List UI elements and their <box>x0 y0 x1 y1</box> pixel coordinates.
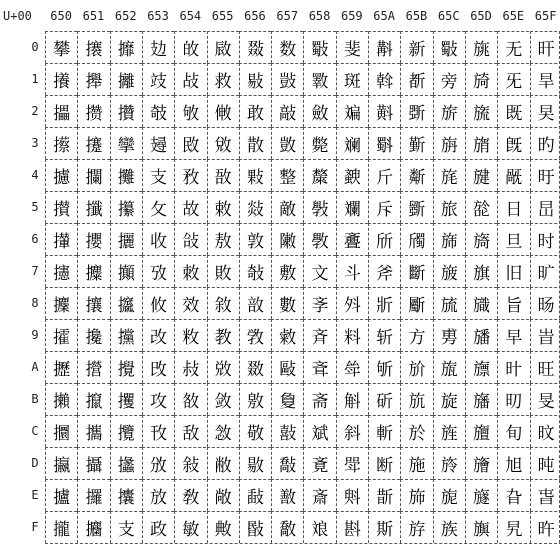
glyph-cell[interactable]: 攢 <box>110 95 142 127</box>
glyph-cell[interactable]: 敷 <box>271 255 303 287</box>
glyph-cell[interactable]: 敎 <box>174 479 206 511</box>
glyph-cell[interactable]: 旉 <box>433 319 465 351</box>
glyph-cell[interactable]: 早 <box>497 319 529 351</box>
glyph-cell[interactable]: 收 <box>142 223 174 255</box>
glyph-cell[interactable]: 旄 <box>433 159 465 191</box>
glyph-cell[interactable]: 旚 <box>465 351 497 383</box>
glyph-cell[interactable]: 文 <box>303 255 335 287</box>
column-header: 65F <box>534 9 557 23</box>
glyph-cell[interactable]: 时 <box>530 223 560 255</box>
column-header: 65D <box>470 9 492 23</box>
glyph-cell[interactable]: 敄 <box>174 159 206 191</box>
glyph-cell[interactable]: 旑 <box>465 63 497 95</box>
glyph-cell[interactable]: 旭 <box>497 447 529 479</box>
glyph-cell[interactable]: 攩 <box>110 319 142 351</box>
glyph-cell[interactable]: 旾 <box>530 479 560 511</box>
glyph-cell[interactable]: 敼 <box>271 415 303 447</box>
glyph-cell[interactable]: 攣 <box>110 127 142 159</box>
glyph-cell[interactable]: 攇 <box>45 255 77 287</box>
glyph-cell[interactable]: 旤 <box>497 159 529 191</box>
glyph-cell[interactable]: 斩 <box>368 319 400 351</box>
glyph-cell[interactable]: 敶 <box>271 223 303 255</box>
glyph-cell[interactable]: 攔 <box>77 159 109 191</box>
glyph-cell[interactable]: 斫 <box>368 383 400 415</box>
glyph-cell[interactable]: 旰 <box>530 31 560 63</box>
glyph-cell[interactable]: 敬 <box>239 415 271 447</box>
glyph-cell[interactable]: 敲 <box>271 95 303 127</box>
column-header: 659 <box>340 9 363 23</box>
glyph-cell[interactable]: 攼 <box>142 415 174 447</box>
glyph-cell[interactable]: 断 <box>368 447 400 479</box>
glyph-cell[interactable]: 敉 <box>174 319 206 351</box>
glyph-cell[interactable]: 斢 <box>368 95 400 127</box>
glyph-cell[interactable]: 攜 <box>77 415 109 447</box>
glyph-cell[interactable]: 敻 <box>271 383 303 415</box>
glyph-cell[interactable]: 旍 <box>433 447 465 479</box>
glyph-cell[interactable]: 敫 <box>239 383 271 415</box>
glyph-cell[interactable]: 敤 <box>239 159 271 191</box>
row-header: F <box>31 520 39 534</box>
glyph-cell[interactable]: 斡 <box>368 63 400 95</box>
row-header: A <box>31 360 39 374</box>
glyph-cell[interactable]: 斱 <box>400 63 432 95</box>
column-header: 651 <box>82 9 105 23</box>
glyph-cell[interactable]: 旌 <box>433 415 465 447</box>
glyph-cell[interactable]: 敢 <box>239 95 271 127</box>
glyph-cell[interactable]: 攌 <box>45 415 77 447</box>
column-header: 650 <box>50 9 72 23</box>
glyph-cell[interactable]: 旆 <box>433 223 465 255</box>
glyph-cell[interactable]: 敖 <box>207 223 239 255</box>
glyph-cell[interactable]: 敮 <box>239 479 271 511</box>
glyph-cell[interactable]: 攤 <box>110 159 142 191</box>
glyph-cell[interactable]: 敧 <box>239 255 271 287</box>
glyph-cell[interactable]: 无 <box>497 31 529 63</box>
glyph-cell[interactable]: 放 <box>142 479 174 511</box>
glyph-cell[interactable]: 敘 <box>207 287 239 319</box>
glyph-cell[interactable]: 斯 <box>368 511 400 543</box>
glyph-cell[interactable]: 敂 <box>174 95 206 127</box>
glyph-cell[interactable]: 攪 <box>110 351 142 383</box>
glyph-cell[interactable]: 斋 <box>303 383 335 415</box>
glyph-cell[interactable]: 敥 <box>239 191 271 223</box>
glyph-cell[interactable]: 斄 <box>303 159 335 191</box>
glyph-cell[interactable]: 旞 <box>465 479 497 511</box>
glyph-cell[interactable]: 旬 <box>497 415 529 447</box>
glyph-cell[interactable]: 散 <box>239 127 271 159</box>
glyph-cell[interactable]: 救 <box>207 63 239 95</box>
glyph-cell[interactable]: 敝 <box>207 447 239 479</box>
glyph-cell[interactable]: 攞 <box>77 479 109 511</box>
glyph-cell[interactable]: 斃 <box>303 127 335 159</box>
glyph-cell[interactable]: 敜 <box>207 415 239 447</box>
glyph-cell[interactable]: 攭 <box>110 447 142 479</box>
glyph-cell[interactable]: 敞 <box>207 479 239 511</box>
glyph-cell[interactable]: 攀 <box>45 31 77 63</box>
glyph-cell[interactable]: 斮 <box>368 479 400 511</box>
glyph-cell[interactable]: 旖 <box>465 223 497 255</box>
glyph-cell[interactable]: 旽 <box>530 447 560 479</box>
glyph-cell[interactable]: 旪 <box>497 351 529 383</box>
glyph-cell[interactable]: 攆 <box>45 223 77 255</box>
glyph-cell[interactable]: 旝 <box>465 447 497 479</box>
glyph-cell[interactable]: 攚 <box>77 351 109 383</box>
glyph-cell[interactable]: 攱 <box>142 63 174 95</box>
glyph-cell[interactable]: 旷 <box>530 255 560 287</box>
glyph-cell[interactable]: 攒 <box>77 95 109 127</box>
glyph-cell[interactable]: 敆 <box>174 223 206 255</box>
glyph-cell[interactable]: 敍 <box>174 447 206 479</box>
glyph-cell[interactable]: 斸 <box>400 287 432 319</box>
glyph-cell[interactable]: 攕 <box>77 191 109 223</box>
glyph-cell[interactable]: 攑 <box>77 63 109 95</box>
glyph-cell[interactable]: 旔 <box>465 159 497 191</box>
glyph-cell[interactable]: 敀 <box>174 31 206 63</box>
glyph-cell[interactable]: 旐 <box>465 31 497 63</box>
glyph-cell[interactable]: 敱 <box>271 63 303 95</box>
glyph-cell[interactable]: 敟 <box>207 511 239 543</box>
glyph-cell[interactable]: 既 <box>497 95 529 127</box>
glyph-cell[interactable]: 斓 <box>336 127 368 159</box>
glyph-cell[interactable]: 攷 <box>142 255 174 287</box>
glyph-cell[interactable]: 攵 <box>142 191 174 223</box>
glyph-cell[interactable]: 攽 <box>142 447 174 479</box>
glyph-cell[interactable]: 旂 <box>433 95 465 127</box>
glyph-cell[interactable]: 斚 <box>336 351 368 383</box>
glyph-cell[interactable]: 斕 <box>336 191 368 223</box>
glyph-cell[interactable]: 斤 <box>368 159 400 191</box>
glyph-cell[interactable]: 斪 <box>368 351 400 383</box>
glyph-cell[interactable]: 敾 <box>271 479 303 511</box>
glyph-cell[interactable]: 敽 <box>271 447 303 479</box>
glyph-cell[interactable]: 旸 <box>530 287 560 319</box>
glyph-cell[interactable]: 敋 <box>174 383 206 415</box>
glyph-cell[interactable]: 旧 <box>497 255 529 287</box>
glyph-cell[interactable]: 敕 <box>207 191 239 223</box>
glyph-cell[interactable]: 攄 <box>45 159 77 191</box>
glyph-cell[interactable]: 敓 <box>207 127 239 159</box>
column-header: 655 <box>211 9 234 23</box>
glyph-cell[interactable]: 斊 <box>303 351 335 383</box>
glyph-cell[interactable]: 旺 <box>530 351 560 383</box>
glyph-cell[interactable]: 攦 <box>110 223 142 255</box>
glyph-cell[interactable]: 斖 <box>336 223 368 255</box>
row-header: 0 <box>31 40 39 54</box>
glyph-cell[interactable]: 攛 <box>77 383 109 415</box>
glyph-cell[interactable]: 斎 <box>303 479 335 511</box>
glyph-cell[interactable]: 攧 <box>110 255 142 287</box>
glyph-cell[interactable]: 斀 <box>433 31 465 63</box>
column-header: 658 <box>308 9 331 23</box>
glyph-cell[interactable]: 敵 <box>271 191 303 223</box>
glyph-cell[interactable]: 族 <box>433 511 465 543</box>
row-header: 6 <box>31 232 39 246</box>
column-header: 652 <box>114 9 137 23</box>
glyph-cell[interactable]: 攳 <box>142 127 174 159</box>
glyph-cell[interactable]: 攏 <box>45 511 77 543</box>
glyph-cell[interactable]: 斗 <box>336 255 368 287</box>
glyph-cell[interactable]: 斀 <box>303 31 335 63</box>
glyph-cell[interactable]: 敪 <box>239 351 271 383</box>
glyph-cell[interactable]: 日 <box>497 191 529 223</box>
glyph-cell[interactable]: 旨 <box>497 287 529 319</box>
glyph-cell[interactable]: 斉 <box>303 319 335 351</box>
glyph-cell[interactable]: 旱 <box>530 63 560 95</box>
row-header: 5 <box>31 200 39 214</box>
glyph-cell[interactable]: 方 <box>400 319 432 351</box>
glyph-cell[interactable]: 旙 <box>465 319 497 351</box>
glyph-cell[interactable]: 旿 <box>530 511 560 543</box>
glyph-cell[interactable]: 攬 <box>110 415 142 447</box>
glyph-cell[interactable]: 於 <box>400 415 432 447</box>
glyph-cell[interactable]: 攲 <box>142 95 174 127</box>
glyph-cell[interactable]: 攝 <box>77 447 109 479</box>
column-header: 65C <box>437 9 460 23</box>
glyph-cell[interactable]: 攍 <box>45 447 77 479</box>
glyph-cell[interactable]: 数 <box>271 31 303 63</box>
glyph-cell[interactable]: 旜 <box>465 415 497 447</box>
glyph-cell[interactable]: 斳 <box>400 127 432 159</box>
glyph-cell[interactable]: 旃 <box>433 127 465 159</box>
glyph-cell[interactable]: 斿 <box>400 511 432 543</box>
row-header: 4 <box>31 168 39 182</box>
glyph-cell[interactable]: 效 <box>174 287 206 319</box>
glyph-cell[interactable]: 攐 <box>77 31 109 63</box>
glyph-cell[interactable]: 敡 <box>239 63 271 95</box>
glyph-cell[interactable]: 敁 <box>174 63 206 95</box>
glyph-cell[interactable]: 旈 <box>433 287 465 319</box>
glyph-cell[interactable]: 攻 <box>142 383 174 415</box>
glyph-cell[interactable]: 攘 <box>77 287 109 319</box>
glyph-cell[interactable]: 旯 <box>497 511 529 543</box>
glyph-cell[interactable]: 旡 <box>497 63 529 95</box>
column-header: 654 <box>179 9 202 23</box>
glyph-cell[interactable]: 斆 <box>303 223 335 255</box>
glyph-cell[interactable]: 旟 <box>465 511 497 543</box>
row-header: E <box>31 488 39 502</box>
glyph-cell[interactable]: 斁 <box>303 63 335 95</box>
glyph-cell[interactable]: 旓 <box>465 127 497 159</box>
row-header: 7 <box>31 264 39 278</box>
glyph-cell[interactable]: 敯 <box>239 511 271 543</box>
glyph-cell[interactable]: 敳 <box>271 127 303 159</box>
glyph-cell[interactable]: 攅 <box>45 191 77 223</box>
glyph-cell[interactable]: 敠 <box>239 31 271 63</box>
glyph-cell[interactable]: 斘 <box>336 287 368 319</box>
glyph-cell[interactable]: 攡 <box>110 63 142 95</box>
glyph-cell[interactable]: 斺 <box>400 351 432 383</box>
glyph-cell[interactable]: 旳 <box>530 127 560 159</box>
row-header: 3 <box>31 136 39 150</box>
glyph-cell[interactable]: 攟 <box>77 511 109 543</box>
glyph-cell[interactable]: 敔 <box>207 159 239 191</box>
glyph-cell[interactable]: 敿 <box>271 511 303 543</box>
glyph-cell[interactable]: 敭 <box>239 447 271 479</box>
glyph-cell[interactable]: 斈 <box>303 287 335 319</box>
glyph-cell[interactable]: 旗 <box>465 255 497 287</box>
glyph-cell[interactable]: 敐 <box>207 31 239 63</box>
glyph-cell[interactable]: 支 <box>142 159 174 191</box>
glyph-cell[interactable]: 攙 <box>77 319 109 351</box>
glyph-cell[interactable]: 斜 <box>336 415 368 447</box>
glyph-cell[interactable]: 攫 <box>110 383 142 415</box>
glyph-cell[interactable]: 料 <box>336 319 368 351</box>
glyph-cell[interactable]: 敇 <box>174 255 206 287</box>
glyph-cell[interactable]: 斒 <box>336 95 368 127</box>
glyph-cell[interactable]: 斏 <box>303 511 335 543</box>
glyph-cell[interactable]: 斶 <box>400 223 432 255</box>
row-header: 1 <box>31 72 39 86</box>
glyph-cell[interactable]: 敊 <box>174 351 206 383</box>
glyph-cell[interactable]: 旮 <box>497 479 529 511</box>
glyph-cell[interactable]: 旊 <box>433 351 465 383</box>
glyph-cell[interactable]: 旇 <box>433 255 465 287</box>
glyph-cell[interactable]: 敦 <box>239 223 271 255</box>
glyph-cell[interactable]: 旫 <box>497 383 529 415</box>
column-header: 656 <box>244 9 266 23</box>
glyph-cell[interactable]: 旋 <box>433 383 465 415</box>
glyph-cell[interactable]: 攨 <box>110 287 142 319</box>
glyph-cell[interactable]: 攁 <box>45 63 77 95</box>
glyph-cell[interactable]: 斷 <box>400 255 432 287</box>
glyph-cell[interactable]: 斥 <box>368 191 400 223</box>
row-header: 2 <box>31 104 39 118</box>
column-header: 65A <box>373 9 395 23</box>
glyph-cell[interactable]: 斛 <box>336 383 368 415</box>
glyph-cell[interactable]: 旴 <box>530 159 560 191</box>
glyph-cell[interactable]: 敗 <box>207 255 239 287</box>
glyph-cell[interactable]: 敛 <box>207 383 239 415</box>
glyph-cell[interactable]: 旦 <box>497 223 529 255</box>
glyph-cell[interactable]: 施 <box>400 447 432 479</box>
glyph-cell[interactable]: 斞 <box>336 479 368 511</box>
glyph-cell[interactable]: 斾 <box>400 479 432 511</box>
glyph-cell[interactable]: 攰 <box>142 31 174 63</box>
glyph-cell[interactable]: 旎 <box>433 479 465 511</box>
glyph-cell[interactable]: 攗 <box>77 255 109 287</box>
glyph-cell[interactable]: 斑 <box>336 63 368 95</box>
row-header: 8 <box>31 296 39 310</box>
glyph-cell[interactable]: 斌 <box>303 415 335 447</box>
glyph-cell[interactable]: 旕 <box>465 191 497 223</box>
column-header: 657 <box>276 9 299 23</box>
glyph-cell[interactable]: 斵 <box>400 191 432 223</box>
glyph-cell[interactable]: 斂 <box>303 95 335 127</box>
glyph-cell[interactable]: 政 <box>142 511 174 543</box>
glyph-cell[interactable]: 整 <box>271 159 303 191</box>
glyph-cell[interactable]: 敚 <box>207 351 239 383</box>
glyph-cell[interactable]: 故 <box>174 191 206 223</box>
glyph-cell[interactable]: 斬 <box>368 415 400 447</box>
glyph-cell[interactable]: 攈 <box>45 287 77 319</box>
glyph-cell[interactable]: 斴 <box>400 159 432 191</box>
glyph-cell[interactable]: 斐 <box>336 31 368 63</box>
glyph-cell[interactable]: 攸 <box>142 287 174 319</box>
glyph-cell[interactable]: 教 <box>207 319 239 351</box>
glyph-cell[interactable]: 旻 <box>530 383 560 415</box>
glyph-cell[interactable]: 改 <box>142 319 174 351</box>
glyph-cell[interactable]: 攮 <box>110 479 142 511</box>
glyph-cell[interactable]: 旼 <box>530 415 560 447</box>
glyph-cell[interactable]: 斣 <box>368 127 400 159</box>
row-header: D <box>31 456 39 470</box>
glyph-cell[interactable]: 攺 <box>142 351 174 383</box>
row-header: C <box>31 424 39 438</box>
glyph-cell[interactable]: 旘 <box>465 287 497 319</box>
glyph-cell[interactable]: 敌 <box>174 415 206 447</box>
glyph-cell[interactable]: 旹 <box>530 319 560 351</box>
glyph-cell[interactable]: 支 <box>110 511 142 543</box>
glyph-cell[interactable]: 斦 <box>368 223 400 255</box>
corner-label: U+00 <box>3 9 32 23</box>
glyph-cell[interactable]: 旵 <box>530 191 560 223</box>
glyph-cell[interactable]: 旁 <box>433 63 465 95</box>
column-header: 653 <box>147 9 169 23</box>
row-header: 9 <box>31 328 39 342</box>
glyph-cell[interactable]: 攠 <box>110 31 142 63</box>
glyph-cell[interactable]: 攉 <box>45 319 77 351</box>
glyph-cell[interactable]: 攖 <box>77 223 109 255</box>
glyph-cell[interactable]: 敒 <box>207 95 239 127</box>
glyph-cell[interactable]: 攃 <box>45 127 77 159</box>
column-header: 65E <box>502 9 525 23</box>
glyph-cell[interactable]: 斻 <box>400 383 432 415</box>
row-header: B <box>31 392 39 406</box>
glyph-cell[interactable]: 斨 <box>368 287 400 319</box>
glyph-cell[interactable]: 攥 <box>110 191 142 223</box>
glyph-cell[interactable]: 旲 <box>530 95 560 127</box>
glyph-cell[interactable]: 攊 <box>45 351 77 383</box>
glyph-cell[interactable]: 斟 <box>336 511 368 543</box>
glyph-cell[interactable]: 斝 <box>336 447 368 479</box>
glyph-cell[interactable]: 旒 <box>465 95 497 127</box>
glyph-cell[interactable]: 旅 <box>433 191 465 223</box>
glyph-cell[interactable]: 旛 <box>465 383 497 415</box>
glyph-cell[interactable]: 敩 <box>239 319 271 351</box>
glyph-cell[interactable]: 攎 <box>45 479 77 511</box>
glyph-cell[interactable]: 敃 <box>174 127 206 159</box>
glyph-cell[interactable]: 斠 <box>368 31 400 63</box>
glyph-cell[interactable]: 數 <box>271 287 303 319</box>
glyph-cell[interactable]: 敨 <box>239 287 271 319</box>
glyph-cell[interactable]: 攓 <box>77 127 109 159</box>
column-header: 65B <box>405 9 428 23</box>
glyph-cell[interactable]: 新 <box>400 31 432 63</box>
glyph-cell[interactable]: 敏 <box>174 511 206 543</box>
glyph-cell[interactable]: 斔 <box>336 159 368 191</box>
glyph-cell[interactable]: 斲 <box>400 95 432 127</box>
glyph-cell[interactable]: 攋 <box>45 383 77 415</box>
glyph-cell[interactable]: 敹 <box>271 319 303 351</box>
glyph-cell[interactable]: 斧 <box>368 255 400 287</box>
glyph-cell[interactable]: 攂 <box>45 95 77 127</box>
glyph-cell[interactable]: 旣 <box>497 127 529 159</box>
glyph-cell[interactable]: 斅 <box>303 191 335 223</box>
glyph-cell[interactable]: 敺 <box>271 351 303 383</box>
glyph-cell[interactable]: 斍 <box>303 447 335 479</box>
